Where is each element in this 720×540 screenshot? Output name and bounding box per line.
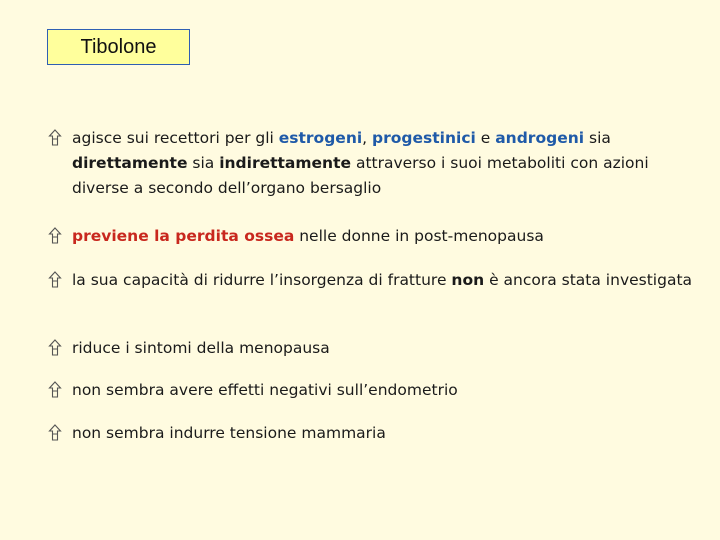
bullet-text-block (48, 126, 698, 201)
bullet-text-segment: sia (584, 129, 611, 147)
bullet-item-1 (48, 126, 698, 201)
bullet-item-6 (48, 421, 698, 446)
bullet-text-segment: agisce sui recettori per gli (72, 129, 279, 147)
bullet-item-4 (48, 336, 698, 361)
up-arrow-bullet-icon (48, 271, 64, 289)
bullet-text-segment: nelle donne in post-menopausa (294, 227, 544, 245)
bullet-text-segment: e (475, 129, 496, 147)
bullet-text-segment: progestinici (372, 129, 476, 147)
bullet-text-block (48, 378, 698, 403)
bullet-text-segment: non sembra avere effetti negativi sull’endometrio (72, 381, 458, 399)
bullet-text-block (48, 268, 698, 293)
bullet-text-segment: non (451, 271, 485, 289)
bullet-text-block (48, 421, 698, 446)
up-arrow-bullet-icon (48, 381, 64, 399)
bullet-item-2 (48, 224, 698, 249)
slide-title-text: Tibolone (80, 35, 157, 58)
bullet-text-segment: è ancora stata investigata (484, 271, 693, 289)
slide-title (47, 29, 190, 65)
up-arrow-bullet-icon (48, 129, 64, 147)
bullet-text-segment: la sua capacità di ridurre l’insorgenza di fratture (72, 271, 452, 289)
bullet-item-3 (48, 268, 698, 293)
bullet-text-segment: estrogeni (278, 129, 363, 147)
bullet-text-block (48, 224, 698, 249)
bullet-text-segment: androgeni (495, 129, 585, 147)
bullet-text-segment: previene la perdita ossea (72, 227, 295, 245)
bullet-text-segment: direttamente (72, 154, 188, 172)
bullet-text-segment: sia (187, 154, 220, 172)
bullet-text-segment: , (362, 129, 373, 147)
bullet-text-block (48, 336, 698, 361)
bullet-text-segment: non sembra indurre tensione mammaria (72, 424, 386, 442)
up-arrow-bullet-icon (48, 227, 64, 245)
bullet-item-5 (48, 378, 698, 403)
up-arrow-bullet-icon (48, 424, 64, 442)
up-arrow-bullet-icon (48, 339, 64, 357)
bullet-text-segment: indirettamente (219, 154, 352, 172)
bullet-text-segment: riduce i sintomi della menopausa (72, 339, 330, 357)
bullet-text-segment: attraverso i suoi metaboliti con azioni diverse a secondo dell’organo bersaglio (72, 154, 649, 197)
